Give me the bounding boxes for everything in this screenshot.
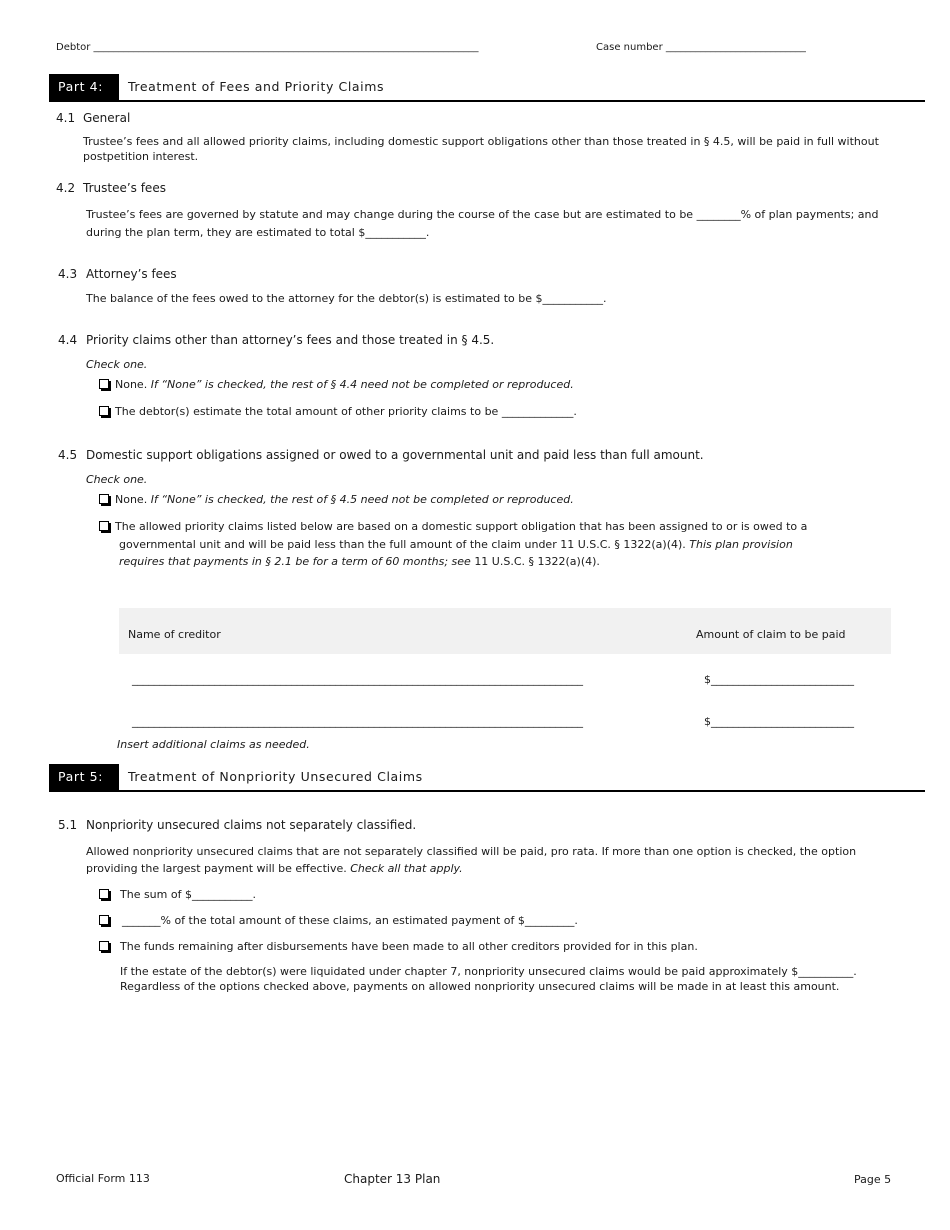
s45-none-note: If “None” is checked, the rest of § 4.5 need not be completed or reproduced. [150,493,574,506]
debtor-field [56,42,479,53]
part4-header [49,74,925,100]
part4-tag: Part 4: [49,74,119,100]
debtor-input-line[interactable]: _____________________________________________________________________________ [93,42,479,53]
footer-title: Chapter 13 Plan [344,1172,441,1186]
s44-option-estimate[interactable] [99,405,577,418]
part5-header [49,764,925,790]
part4-title: Treatment of Fees and Priority Claims [128,79,385,94]
s45-claims-line2 [119,538,793,551]
s42-num: 4.2 [56,181,76,195]
checkbox-icon[interactable] [99,494,109,504]
checkbox-icon[interactable] [99,915,109,925]
checkbox-icon[interactable] [99,889,109,899]
s45-claims-line3a: requires that payments in § 2.1 be for a term of 60 months; see [119,555,471,568]
insert-claims-note: Insert additional claims as needed. [117,738,310,751]
s41-num: 4.1 [56,111,76,125]
s42-text1[interactable]: Trustee’s fees are governed by statute and may change during the course of the case but are estimated to be ________% of plan payments; and [86,208,879,221]
s45-claims-line3 [119,555,600,568]
s45-claims-line1: The allowed priority claims listed below are based on a domestic support obligation that has been assigned to or is owed to a [115,520,808,533]
part5-title: Treatment of Nonpriority Unsecured Claims [128,769,423,784]
checkbox-icon[interactable] [99,379,109,389]
s44-check-one: Check one. [86,358,148,371]
s51-title: Nonpriority unsecured claims not separately classified. [86,818,417,832]
s45-claims-line3b: 11 U.S.C. § 1322(a)(4). [474,555,600,568]
s41-title: General [83,111,131,125]
case-number-label: Case number [596,42,663,53]
s43-text1[interactable]: The balance of the fees owed to the attorney for the debtor(s) is estimated to be $___________. [86,292,607,305]
s51-opt3: The funds remaining after disbursements have been made to all other creditors provided for in this plan. [120,940,698,953]
claim-amount-input[interactable]: $__________________________ [704,715,854,728]
s44-num: 4.4 [58,333,78,347]
s51-liquidation-para2: Regardless of the options checked above, payments on allowed nonpriority unsecured claims will be made in at least this amount. [120,980,840,993]
s44-none-label: None. [115,378,148,391]
s51-text2 [86,862,463,875]
s45-num: 4.5 [58,448,78,462]
footer-form: Official Form 113 [56,1172,150,1185]
s44-title: Priority claims other than attorney’s fees and those treated in § 4.5. [86,333,495,347]
s51-opt1: The sum of $___________. [120,888,256,901]
s45-none-label: None. [115,493,148,506]
s51-option-sum[interactable] [99,888,256,901]
s44-option-none[interactable] [99,378,574,391]
s51-option-remaining[interactable] [99,940,698,953]
part5-rule [49,790,925,792]
checkbox-icon[interactable] [99,941,109,951]
footer-page: Page 5 [854,1173,892,1186]
s51-text2b: Check all that apply. [350,862,463,875]
s51-option-percent[interactable] [99,914,578,927]
part5-tag: Part 5: [49,764,119,790]
s51-opt2: _______% of the total amount of these claims, an estimated payment of $_________. [122,914,578,927]
creditor-name-input[interactable]: __________________________________________________________________________________ [132,715,583,728]
s45-check-one: Check one. [86,473,148,486]
checkbox-icon[interactable] [99,406,109,416]
s43-num: 4.3 [58,267,78,281]
s42-text2[interactable]: during the plan term, they are estimated to total $___________. [86,226,430,239]
s41-text1: Trustee’s fees and all allowed priority claims, including domestic support obligations other than those treated in § 4.5, will be paid in full without [83,135,879,148]
debtor-label: Debtor [56,42,91,53]
s41-text2: postpetition interest. [83,150,199,163]
s44-none-note: If “None” is checked, the rest of § 4.4 need not be completed or reproduced. [150,378,574,391]
case-number-field [596,42,806,53]
s51-num: 5.1 [58,818,78,832]
s44-estimate-text: The debtor(s) estimate the total amount of other priority claims to be _____________. [115,405,577,418]
s45-option-claims[interactable] [99,520,807,533]
checkbox-icon[interactable] [99,521,109,531]
s45-claims-line2b: This plan provision [689,538,793,551]
col-amount-of-claim: Amount of claim to be paid [696,628,846,641]
s42-title: Trustee’s fees [83,181,166,195]
s51-liquidation-para1[interactable]: If the estate of the debtor(s) were liquidated under chapter 7, nonpriority unsecured claims would be paid approximately $__________. [120,965,857,978]
part4-rule [49,100,925,102]
creditor-name-input[interactable]: __________________________________________________________________________________ [132,673,583,686]
s51-text1: Allowed nonpriority unsecured claims that are not separately classified will be paid, pro rata. If more than one option is checked, the option [86,845,857,858]
col-name-of-creditor: Name of creditor [128,628,221,641]
claim-amount-input[interactable]: $__________________________ [704,673,854,686]
s43-title: Attorney’s fees [86,267,177,281]
case-number-input-line[interactable]: ____________________________ [665,42,806,53]
s45-claims-line2a: governmental unit and will be paid less than the full amount of the claim under 11 U.S.C. § 1322(a)(4). [119,538,686,551]
s51-text2a: providing the largest payment will be effective. [86,862,347,875]
s45-option-none[interactable] [99,493,574,506]
s45-title: Domestic support obligations assigned or owed to a governmental unit and paid less than full amount. [86,448,704,462]
